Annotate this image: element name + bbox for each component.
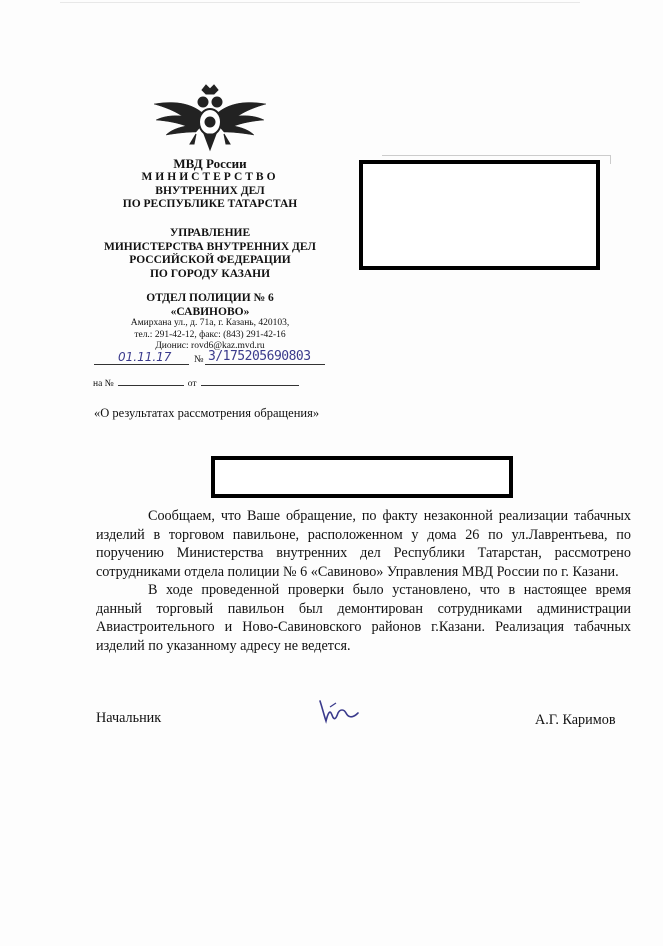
scan-artifact-line bbox=[60, 2, 580, 3]
letter-body bbox=[96, 507, 631, 655]
ref-from-blank bbox=[201, 377, 299, 386]
signer-title: Начальник bbox=[96, 710, 162, 726]
handwritten-signature-icon bbox=[316, 697, 360, 727]
signer-name: А.Г. Каримов bbox=[535, 712, 616, 728]
body-paragraph-1: Сообщаем, что Ваше обращение, по факту незаконной реализации табачных изделий в торговом павильоне, расположенном у дома 26 по ул.Лаврентьева, по поручению Министерства внутренних дел Республики Татарстан, рассмотрено сотрудниками отдела полиции № 6 «Савиново» Управления МВД России по г. Казани. bbox=[96, 508, 631, 580]
org-name: МВД России bbox=[173, 156, 247, 171]
ref-from-label: от bbox=[187, 379, 197, 389]
department-contacts: Амирхана ул., д. 71а, г. Казань, 420103, тел.: 291-42-12, факс: (843) 291-42-16 Дионис: rovd6@kaz.mvd.ru bbox=[130, 318, 290, 351]
ref-no-blank bbox=[118, 377, 184, 386]
registration-number: 3/175205690803 bbox=[208, 349, 311, 364]
mvd-emblem-icon bbox=[150, 82, 270, 154]
number-underline bbox=[205, 364, 325, 365]
reference-row bbox=[93, 377, 299, 389]
directorate-name: УПРАВЛЕНИЕ МИНИСТЕРСТВА ВНУТРЕННИХ ДЕЛ РОССИЙСКОЙ ФЕДЕРАЦИИ ПО ГОРОДУ КАЗАНИ bbox=[103, 227, 317, 280]
subject-line: «О результатах рассмотрения обращения» bbox=[94, 406, 320, 420]
addressee-redaction bbox=[359, 160, 600, 270]
date-underline bbox=[94, 364, 189, 365]
ministry-name: МИНИСТЕРСТВО ВНУТРЕННИХ ДЕЛ ПО РЕСПУБЛИКЕ ТАТАРСТАН bbox=[122, 171, 298, 210]
salutation-redaction bbox=[211, 456, 513, 498]
department-name: ОТДЕЛ ПОЛИЦИИ № 6 «САВИНОВО» bbox=[146, 292, 274, 318]
registration-date: 01.11.17 bbox=[118, 350, 172, 364]
ref-no-label: на № bbox=[93, 379, 114, 389]
body-paragraph-2: В ходе проведенной проверки было установлено, что в настоящее время данный торговый павильон был демонтирован сотрудниками администрации Авиастроительного и Ново-Савиновского районов г.Казани. Реализация табачных изделий по указанному адресу не ведется. bbox=[96, 582, 631, 654]
number-label: № bbox=[194, 354, 204, 365]
registration-row bbox=[90, 350, 330, 368]
